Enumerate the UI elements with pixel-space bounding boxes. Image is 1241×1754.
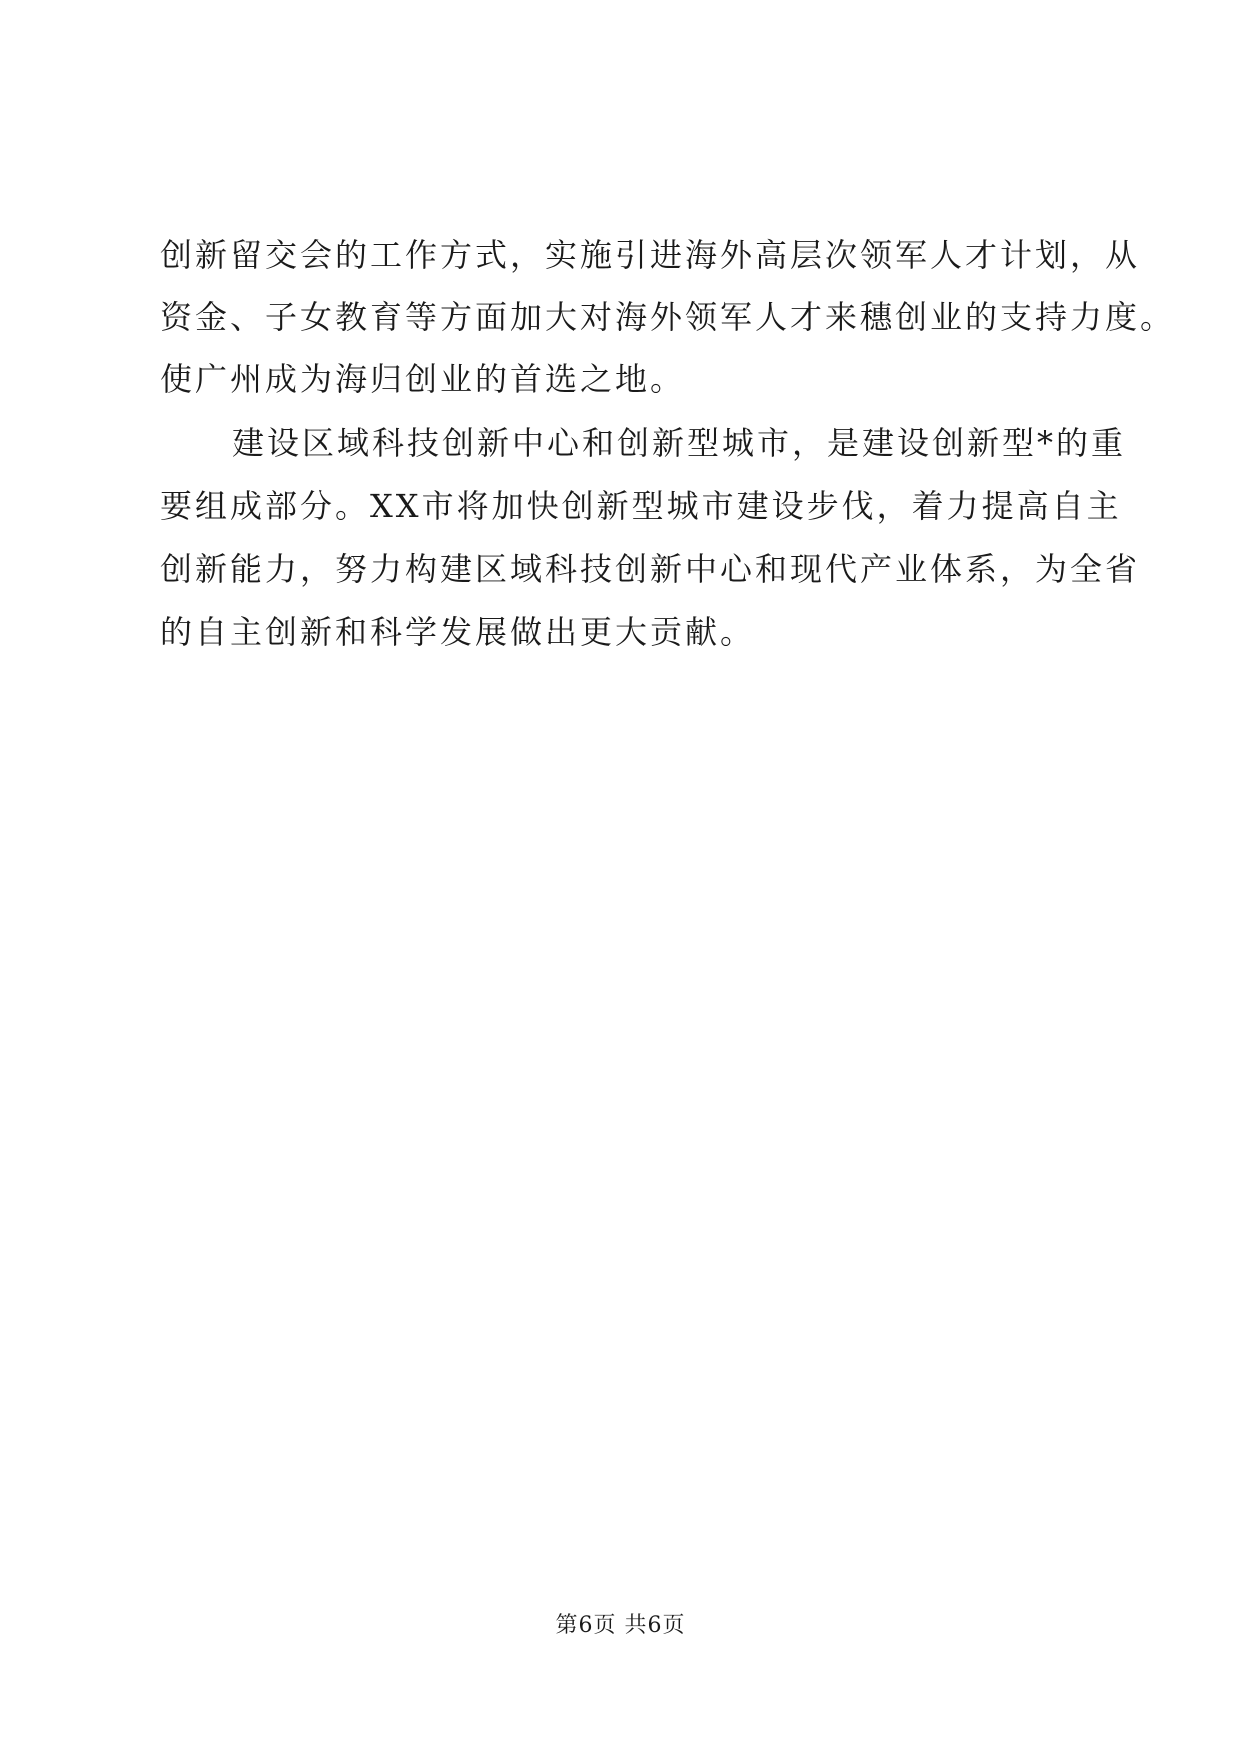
body-text-line: 创新留交会的工作方式，实施引进海外高层次领军人才计划，从 (160, 236, 1141, 274)
body-text-line: 的自主创新和科学发展做出更大贡献。 (160, 613, 756, 651)
page-number-footer: 第6页 共6页 (555, 1613, 686, 1638)
paragraph-first-line: 建设区域科技创新中心和创新型城市，是建设创新型*的重 (232, 424, 1127, 462)
body-text-line: 资金、子女教育等方面加大对海外领军人才来穗创业的支持力度。 (160, 298, 1176, 336)
body-text-line: 使广州成为海归创业的首选之地。 (160, 360, 686, 398)
body-text-line: 要组成部分。XX市将加快创新型城市建设步伐，着力提高自主 (160, 487, 1122, 525)
body-text-line: 创新能力，努力构建区域科技创新中心和现代产业体系，为全省 (160, 550, 1141, 588)
